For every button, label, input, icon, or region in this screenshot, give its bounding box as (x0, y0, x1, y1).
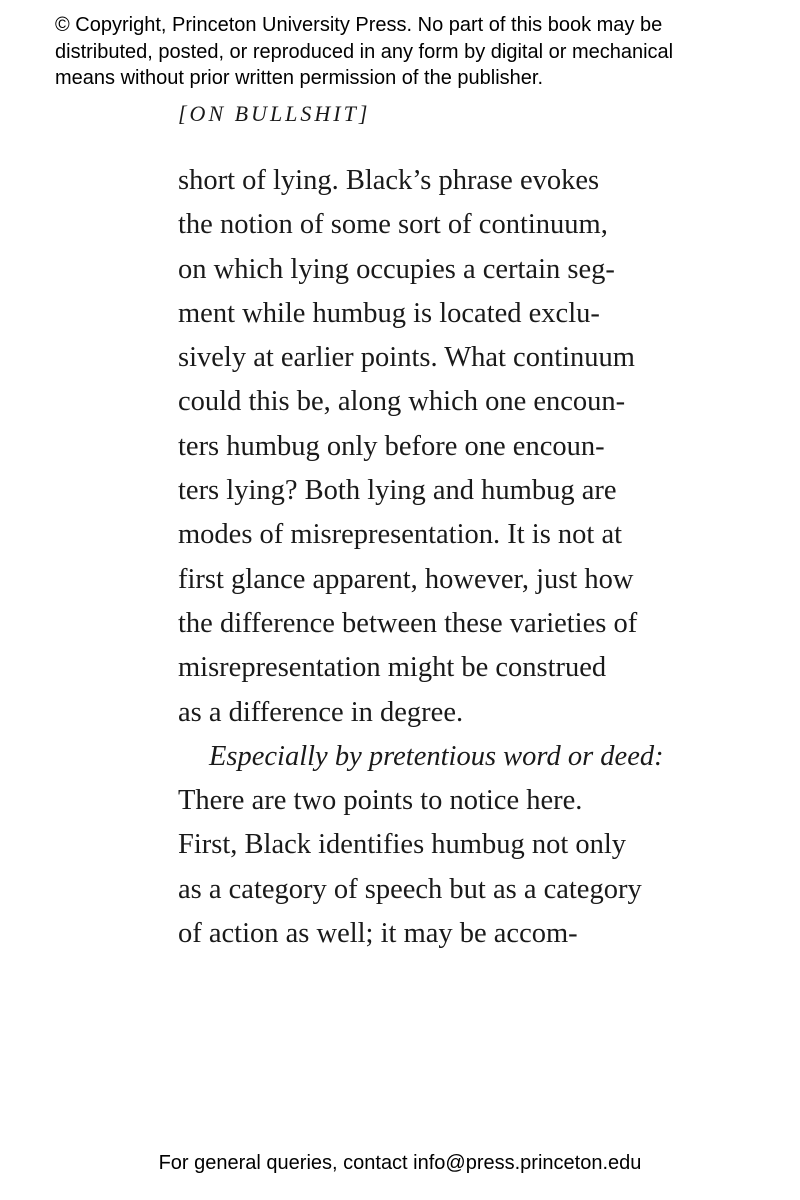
text-line: misrepresentation might be construed (178, 652, 607, 684)
italic-lead: Especially by pretentious word or deed: (209, 740, 664, 772)
text-line: ters lying? Both lying and humbug are (178, 475, 617, 507)
copyright-line: distributed, posted, or reproduced in any form by digital or mechanical (55, 40, 674, 63)
text-line: first glance apparent, however, just how (178, 563, 634, 595)
text-line: the notion of some sort of continuum, (178, 209, 608, 241)
text-line: sively at earlier points. What continuum (178, 342, 635, 374)
text-line: as a difference in degree. (178, 696, 464, 728)
paragraph-lead-line (178, 735, 698, 779)
text-line: on which lying occupies a certain seg- (178, 253, 615, 285)
text-line: ters humbug only before one encoun- (178, 430, 605, 462)
text-line: First, Black identifies humbug not only (178, 829, 627, 861)
copyright-line: means without prior written permission of the publisher. (55, 67, 544, 89)
text-line: could this be, along which one encoun- (178, 386, 626, 418)
body-text (178, 159, 698, 956)
text-line: ment while humbug is located exclu- (178, 297, 600, 329)
text-line: There are two points to notice here. (178, 785, 583, 817)
footer-contact: For general queries, contact info@press.princeton.edu (158, 1152, 642, 1174)
copyright-notice (55, 12, 775, 92)
text-line: of action as well; it may be accom- (178, 918, 578, 950)
text-line: the difference between these varieties of (178, 607, 638, 639)
text-line: as a category of speech but as a category (178, 873, 642, 905)
copyright-line: © Copyright, Princeton University Press. No part of this book may be (55, 14, 663, 36)
running-head: [ON BULLSHIT] (178, 101, 371, 126)
text-line: modes of misrepresentation. It is not at (178, 519, 623, 551)
text-line: short of lying. Black’s phrase evokes (178, 165, 600, 196)
